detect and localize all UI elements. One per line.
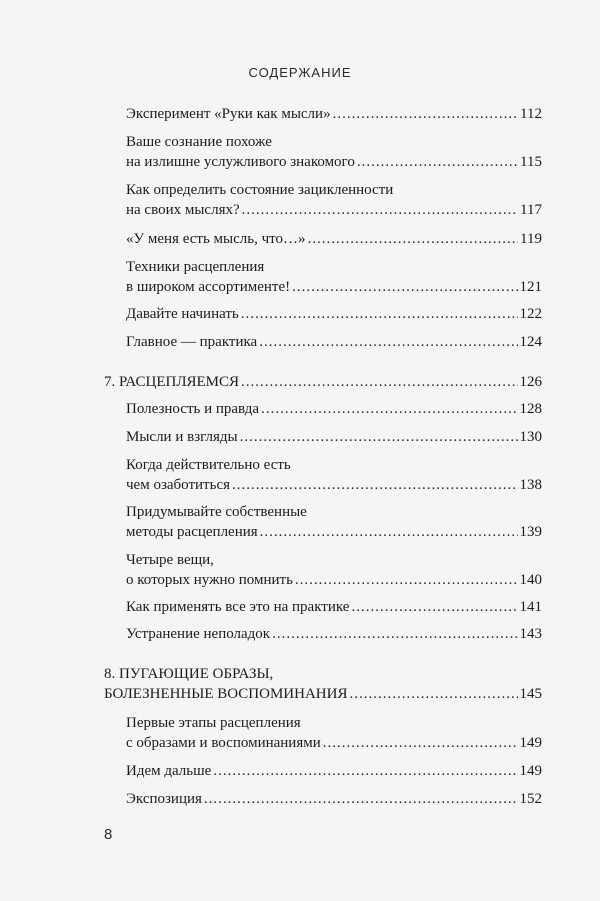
toc-entry-title: Главное — практика [126, 334, 258, 350]
toc-entry-title: в широком ассортименте! [126, 279, 291, 295]
dot-leader [323, 733, 518, 753]
dot-leader [292, 277, 517, 297]
toc-page-number: 117 [520, 202, 542, 218]
toc-entry [126, 152, 542, 172]
toc-page-number: 138 [519, 477, 542, 493]
toc-entry-title: Экспозиция [126, 791, 202, 807]
toc-entry-title: Как применять все это на практике [126, 599, 350, 615]
toc-page-number: 143 [519, 626, 542, 642]
toc-entry-title: с образами и воспоминаниями [126, 735, 321, 751]
dot-leader [333, 104, 518, 124]
dot-leader [261, 399, 517, 419]
dot-leader [272, 624, 517, 644]
dot-leader [213, 761, 517, 781]
toc-entry-title: чем озаботиться [126, 477, 230, 493]
toc-entry [126, 624, 542, 644]
toc-entry [126, 229, 542, 249]
toc-page-number: 115 [520, 154, 542, 170]
toc-entry-title: Идем дальше [126, 763, 212, 779]
dot-leader [351, 597, 517, 617]
toc-chapter-title-line: 8. ПУГАЮЩИЕ ОБРАЗЫ, [104, 666, 274, 682]
dot-leader [242, 200, 518, 220]
toc-entry-title: Давайте начинать [126, 306, 239, 322]
toc-chapter-title: 7. РАСЦЕПЛЯЕМСЯ [104, 374, 240, 390]
toc-chapter-entry [104, 684, 542, 704]
toc-entry-title: Мысли и взгляды [126, 429, 238, 445]
toc-page-number: 140 [519, 572, 542, 588]
toc-entry-title: Эксперимент «Руки как мысли» [126, 106, 331, 122]
dot-leader [259, 332, 517, 352]
toc-entry-title-line: Ваше сознание похоже [126, 134, 272, 150]
toc-entry-title-line: Техники расцепления [126, 259, 265, 275]
toc-page-number: 124 [519, 334, 542, 350]
toc-page-number: 121 [519, 279, 542, 295]
page-number-folio: 8 [104, 826, 113, 843]
dot-leader [357, 152, 518, 172]
toc-entry-title-line: Четыре вещи, [126, 552, 214, 568]
dot-leader [241, 372, 517, 392]
toc-page-number: 122 [519, 306, 542, 322]
toc-entry-title: о которых нужно помнить [126, 572, 293, 588]
toc-entry [126, 522, 542, 542]
toc-entry-title-line: Как определить состояние зацикленности [126, 182, 394, 198]
toc-entry [126, 332, 542, 352]
toc-page-number: 149 [519, 763, 542, 779]
toc-chapter-title: БОЛЕЗНЕННЫЕ ВОСПОМИНАНИЯ [104, 686, 348, 702]
toc-page-number: 119 [520, 231, 542, 247]
toc-entry-title: «У меня есть мысль, что…» [126, 231, 306, 247]
toc-entry-title: на своих мыслях? [126, 202, 240, 218]
toc-entry [126, 200, 542, 220]
toc-entry [126, 277, 542, 297]
toc-entry [126, 570, 542, 590]
dot-leader [349, 684, 517, 704]
toc-entry [126, 304, 542, 324]
dot-leader [204, 789, 518, 809]
toc-page-number: 139 [519, 524, 542, 540]
toc-page-number: 130 [519, 429, 542, 445]
toc-entry-title: Устранение неполадок [126, 626, 271, 642]
toc-entry-title-line: Придумывайте собственные [126, 504, 307, 520]
dot-leader [295, 570, 518, 590]
toc-entry [126, 597, 542, 617]
toc-entry [126, 761, 542, 781]
toc-entry [126, 733, 542, 753]
running-head: СОДЕРЖАНИЕ [248, 65, 352, 80]
toc-entry-title-line: Первые этапы расцепления [126, 715, 301, 731]
toc-page-number: 145 [519, 686, 542, 702]
toc-chapter-entry [104, 372, 542, 392]
dot-leader [232, 475, 518, 495]
toc-entry [126, 475, 542, 495]
toc-page-number: 112 [520, 106, 542, 122]
toc-page-number: 126 [519, 374, 542, 390]
toc-page-number: 141 [519, 599, 542, 615]
dot-leader [241, 304, 518, 324]
toc-entry [126, 789, 542, 809]
dot-leader [308, 229, 519, 249]
toc-entry-title-line: Когда действительно есть [126, 457, 291, 473]
toc-page-number: 152 [519, 791, 542, 807]
toc-entry-title: на излишне услужливого знакомого [126, 154, 355, 170]
toc-entry [126, 104, 542, 124]
dot-leader [260, 522, 518, 542]
toc-page-number: 128 [519, 401, 542, 417]
toc-entry [126, 427, 542, 447]
dot-leader [240, 427, 518, 447]
toc-entry-title: методы расцепления [126, 524, 258, 540]
toc-page-number: 149 [519, 735, 542, 751]
toc-entry-title: Полезность и правда [126, 401, 260, 417]
toc-entry [126, 399, 542, 419]
